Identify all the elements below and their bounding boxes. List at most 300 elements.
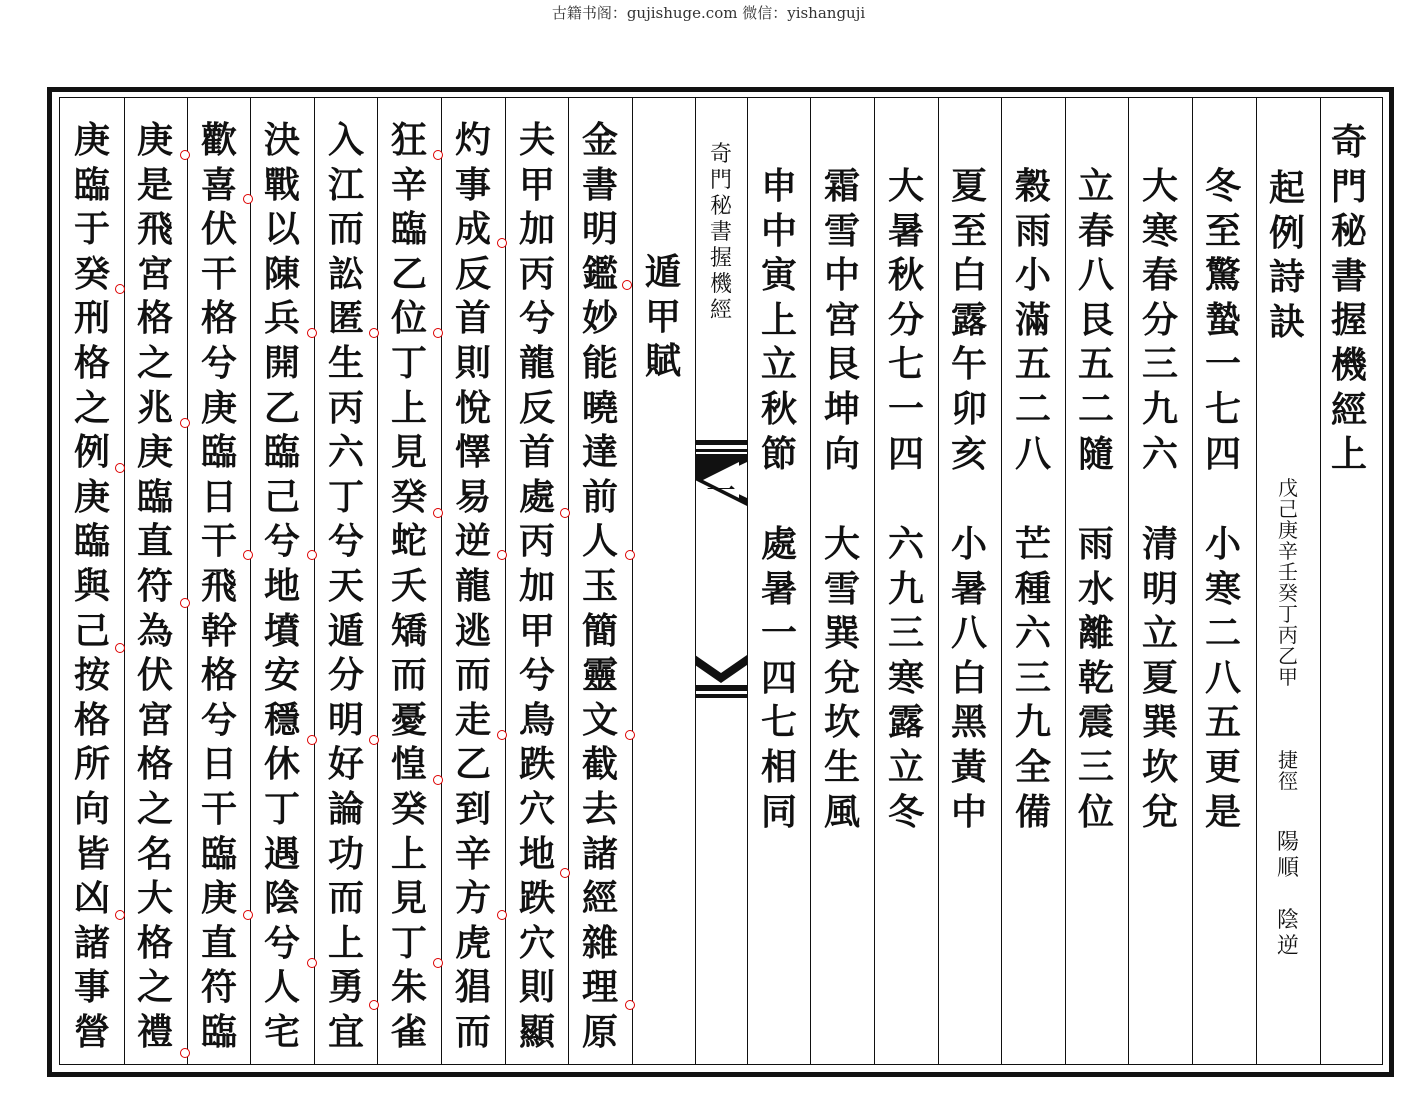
- fu-line-char: 而: [454, 1010, 491, 1053]
- column-rule: [1001, 98, 1002, 1064]
- poem-line-bottom-char: 巽: [823, 612, 860, 655]
- fu-line-char: 明: [581, 208, 618, 251]
- fu-line-char: 兮: [518, 654, 555, 697]
- punctuation-circle: [369, 735, 379, 745]
- poem-line-top-char: 卯: [950, 387, 987, 430]
- punctuation-circle: [369, 1000, 379, 1010]
- fu-line-char: 日: [200, 475, 237, 518]
- fu-line-char: 臨: [263, 431, 300, 474]
- fu-line-char: 江: [327, 163, 364, 206]
- fu-line-char: 兮: [518, 297, 555, 340]
- book-title-char: 奇: [1330, 121, 1367, 163]
- annotation-stems-char: 戊: [1278, 476, 1298, 500]
- fold-page-number: [699, 470, 743, 515]
- column-rule: [1256, 98, 1257, 1064]
- fu-line-char: 于: [73, 208, 110, 251]
- poem-line-bottom-char: 三: [1077, 745, 1114, 788]
- fu-line-char: 龍: [454, 564, 491, 607]
- fu-line-char: 而: [390, 654, 427, 697]
- poem-line-top-char: 八: [1014, 432, 1051, 475]
- fu-line-char: 到: [454, 787, 491, 830]
- fu-line-char: 見: [390, 431, 427, 474]
- fu-line-char: 歡: [200, 119, 237, 161]
- fu-line-char: 兵: [263, 297, 300, 340]
- fold-title-char: 機: [709, 272, 732, 297]
- poem-line-top-char: 寅: [760, 254, 797, 297]
- fu-line-char: 去: [581, 787, 618, 830]
- poem-line-bottom-char: 九: [887, 567, 924, 610]
- poem-line-bottom-char: 六: [1014, 612, 1051, 655]
- poem-line-bottom-char: 巽: [1141, 701, 1178, 744]
- poem-line-bottom: [1074, 522, 1118, 834]
- column-rule: [187, 98, 188, 1064]
- fu-line-char: 朱: [390, 966, 427, 1009]
- column-rule: [1192, 98, 1193, 1064]
- fu-line-char: 人: [263, 966, 300, 1009]
- punctuation-circle: [115, 463, 125, 473]
- fu-line-char: 灼: [454, 119, 491, 161]
- poem-line-top-char: 四: [887, 432, 924, 475]
- poem-line-top-char: 上: [760, 298, 797, 341]
- poem-line-bottom-char: 立: [1141, 612, 1178, 655]
- fu-line-char: 上: [390, 386, 427, 429]
- fu-line-char: 臨: [73, 520, 110, 563]
- poem-line-bottom-char: 小: [1204, 523, 1241, 565]
- poem-line-bottom-char: 寒: [887, 656, 924, 699]
- poem-line-bottom-char: 乾: [1077, 656, 1114, 699]
- column-rule: [568, 98, 569, 1064]
- fu-line-char: 遁: [327, 609, 364, 652]
- fu-line-char: 之: [136, 787, 173, 830]
- fu-line-char: 反: [454, 252, 491, 295]
- poem-heading-char: 例: [1268, 211, 1305, 254]
- fu-line-char: 按: [73, 654, 110, 697]
- fu-line-char: 戰: [263, 163, 300, 206]
- punctuation-circle: [497, 238, 507, 248]
- fu-line-char: 格: [73, 698, 110, 741]
- fu-line-char: 文: [581, 698, 618, 741]
- fu-line-char: 直: [136, 520, 173, 563]
- fu-line-char: 逃: [454, 609, 491, 652]
- fu-line-char: 庚: [73, 475, 110, 518]
- poem-line-top-char: 七: [887, 343, 924, 386]
- poem-line-top-char: 穀: [1014, 165, 1051, 207]
- poem-line-top-char: 中: [823, 254, 860, 297]
- punctuation-circle: [433, 328, 443, 338]
- poem-line-bottom-char: 處: [760, 523, 797, 565]
- annotation-yang-char: 順: [1276, 856, 1299, 881]
- fu-line-char: 乙: [454, 743, 491, 786]
- annotation-stems-char: 甲: [1278, 665, 1298, 689]
- fu-line-char: 跌: [518, 877, 555, 920]
- poem-line-top-char: 暑: [887, 209, 924, 252]
- fu-line-char: 大: [136, 877, 173, 920]
- fu-line-char: 庚: [136, 431, 173, 474]
- poem-line-bottom-char: 三: [887, 612, 924, 655]
- fu-line-char: 符: [136, 564, 173, 607]
- punctuation-circle: [115, 643, 125, 653]
- fu-line-char: 格: [136, 921, 173, 964]
- punctuation-circle: [243, 550, 253, 560]
- poem-line-top-char: 分: [1141, 298, 1178, 341]
- fu-line-char: 臨: [390, 208, 427, 251]
- fu-line-char: 首: [454, 297, 491, 340]
- poem-line-top-char: 立: [1077, 165, 1114, 207]
- fu-line-char: 人: [581, 520, 618, 563]
- fu-line-char: 墳: [263, 609, 300, 652]
- fu-line-char: 凶: [73, 877, 110, 920]
- fu-line-char: 妙: [581, 297, 618, 340]
- fu-line-char: 日: [200, 743, 237, 786]
- punctuation-circle: [625, 550, 635, 560]
- poem-line-top-char: 八: [1077, 254, 1114, 297]
- column-rule: [124, 98, 125, 1064]
- poem-line-top: [1074, 164, 1118, 476]
- poem-line-bottom-char: 夏: [1141, 656, 1178, 699]
- poem-line-bottom-char: 四: [760, 656, 797, 699]
- poem-line-top-char: 二: [1077, 387, 1114, 430]
- fu-line-char: 遇: [263, 832, 300, 875]
- fu-line: [451, 118, 495, 1054]
- punctuation-circle: [625, 1000, 635, 1010]
- punctuation-circle: [369, 328, 379, 338]
- fu-line-char: 庚: [136, 119, 173, 161]
- fold-title-char: 握: [709, 246, 732, 271]
- fu-line-char: 庚: [73, 119, 110, 161]
- poem-line-bottom-char: 雪: [823, 567, 860, 610]
- fu-line-char: 安: [263, 654, 300, 697]
- fu-line-char: 干: [200, 520, 237, 563]
- fu-line: [387, 118, 431, 1054]
- poem-line-top: [820, 164, 864, 476]
- annotation-rest-char: 捷: [1278, 748, 1298, 772]
- fu-line-char: 則: [454, 341, 491, 384]
- fu-line-char: 伏: [200, 208, 237, 251]
- poem-line-bottom-char: 震: [1077, 701, 1114, 744]
- fu-line-char: 丙: [327, 386, 364, 429]
- fu-line-char: 格: [200, 297, 237, 340]
- poem-line-top-char: 坤: [823, 387, 860, 430]
- fu-line-char: 六: [327, 431, 364, 474]
- fu-line-char: 反: [518, 386, 555, 429]
- fu-line-char: 皆: [73, 832, 110, 875]
- fu-line-char: 夫: [518, 119, 555, 161]
- fu-line-char: 猖: [454, 966, 491, 1009]
- fold-page-number-text: 一: [706, 474, 736, 509]
- poem-line-bottom-char: 坎: [1141, 745, 1178, 788]
- poem-heading-char: 訣: [1268, 300, 1305, 343]
- fu-line-char: 向: [73, 787, 110, 830]
- poem-line-bottom-char: 生: [823, 745, 860, 788]
- fu-line-char: 之: [73, 386, 110, 429]
- fu-line-char: 簡: [581, 609, 618, 652]
- fu-line-char: 之: [136, 966, 173, 1009]
- fu-line-char: 己: [263, 475, 300, 518]
- fu-line-char: 辛: [454, 832, 491, 875]
- fu-line-char: 憂: [390, 698, 427, 741]
- fu-line-char: 成: [454, 208, 491, 251]
- poem-line-top-char: 露: [950, 298, 987, 341]
- fu-line-char: 靈: [581, 654, 618, 697]
- fu-line-char: 雜: [581, 921, 618, 964]
- poem-line-bottom: [947, 522, 991, 834]
- fu-line-char: 乙: [390, 252, 427, 295]
- poem-line-bottom-char: 雨: [1077, 523, 1114, 565]
- poem-line-bottom: [820, 522, 864, 834]
- poem-line-top-char: 宮: [823, 298, 860, 341]
- poem-line-top-char: 秋: [887, 254, 924, 297]
- poem-line-top-char: 雪: [823, 209, 860, 252]
- fu-line-char: 癸: [73, 252, 110, 295]
- fu-line: [70, 118, 114, 1054]
- poem-line-bottom-char: 五: [1204, 701, 1241, 744]
- poem-line-bottom: [1201, 522, 1245, 834]
- fu-line-char: 而: [454, 654, 491, 697]
- book-title-char: 經: [1330, 388, 1367, 431]
- punctuation-circle: [243, 910, 253, 920]
- fu-line-char: 臨: [200, 431, 237, 474]
- fu-line-char: 飛: [136, 208, 173, 251]
- column-rule: [632, 98, 633, 1064]
- fu-line-char: 宮: [136, 252, 173, 295]
- punctuation-circle: [433, 508, 443, 518]
- punctuation-circle: [497, 910, 507, 920]
- fu-line-char: 而: [327, 877, 364, 920]
- fu-line-char: 飛: [200, 564, 237, 607]
- poem-line-bottom: [757, 522, 801, 834]
- poem-line-bottom-char: 離: [1077, 612, 1114, 655]
- poem-line-bottom-char: 一: [760, 612, 797, 655]
- poem-line-top-char: 一: [1204, 343, 1241, 386]
- poem-line-top-char: 大: [1141, 165, 1178, 207]
- fu-line-char: 丁: [390, 921, 427, 964]
- fu-line-char: 地: [518, 832, 555, 875]
- fu-line-char: 達: [581, 431, 618, 474]
- fu-line-char: 兮: [327, 520, 364, 563]
- fu-line-char: 則: [518, 966, 555, 1009]
- fu-line-char: 天: [327, 564, 364, 607]
- punctuation-circle: [180, 1048, 190, 1058]
- column-rule: [1320, 98, 1321, 1064]
- fu-line-char: 伏: [136, 654, 173, 697]
- poem-heading-char: 起: [1268, 167, 1305, 209]
- fu-line-char: 禮: [136, 1010, 173, 1053]
- poem-line-bottom-char: 白: [950, 656, 987, 699]
- poem-line-top-char: 五: [1014, 343, 1051, 386]
- poem-line-bottom: [884, 522, 928, 834]
- book-title-char: 機: [1330, 343, 1367, 386]
- fu-line-char: 癸: [390, 787, 427, 830]
- fu-line-char: 是: [136, 163, 173, 206]
- fu-line-char: 跌: [518, 743, 555, 786]
- fu-line-char: 見: [390, 877, 427, 920]
- fu-line-char: 臨: [200, 832, 237, 875]
- fu-line-char: 訟: [327, 252, 364, 295]
- punctuation-circle: [497, 730, 507, 740]
- fu-line-char: 乙: [263, 386, 300, 429]
- poem-line-bottom-char: 水: [1077, 567, 1114, 610]
- punctuation-circle: [243, 194, 253, 204]
- poem-line-bottom-char: 坎: [823, 701, 860, 744]
- fu-line-char: 格: [73, 341, 110, 384]
- annotation-yang: [1275, 830, 1301, 882]
- fu-line-char: 格: [200, 654, 237, 697]
- column-rule: [1065, 98, 1066, 1064]
- punctuation-circle: [115, 284, 125, 294]
- fu-line-char: 諸: [73, 921, 110, 964]
- fu-line-char: 諸: [581, 832, 618, 875]
- fu-line-char: 所: [73, 743, 110, 786]
- punctuation-circle: [497, 550, 507, 560]
- fu-line-char: 好: [327, 743, 364, 786]
- fu-line-char: 能: [581, 341, 618, 384]
- fu-line-char: 辛: [390, 163, 427, 206]
- poem-heading: [1265, 166, 1309, 344]
- fu-line-char: 悅: [454, 386, 491, 429]
- column-rule: [377, 98, 378, 1064]
- poem-line-top-char: 至: [950, 209, 987, 252]
- poem-line-top-char: 四: [1204, 432, 1241, 475]
- fu-line-char: 易: [454, 475, 491, 518]
- poem-line-bottom-char: 兌: [823, 656, 860, 699]
- fu-line-char: 休: [263, 743, 300, 786]
- punctuation-circle: [180, 418, 190, 428]
- punctuation-circle: [307, 958, 317, 968]
- poem-line-bottom-char: 三: [1014, 656, 1051, 699]
- fu-line-char: 兆: [136, 386, 173, 429]
- poem-line-bottom-char: 寒: [1204, 567, 1241, 610]
- poem-line-bottom-char: 小: [950, 523, 987, 565]
- fu-line-char: 鑑: [581, 252, 618, 295]
- poem-line-bottom-char: 位: [1077, 790, 1114, 833]
- fu-line-char: 書: [581, 163, 618, 206]
- fu-line-char: 玉: [581, 564, 618, 607]
- fu-line-char: 狂: [390, 119, 427, 161]
- fu-line-char: 格: [136, 743, 173, 786]
- poem-line-top-char: 隨: [1077, 432, 1114, 475]
- poem-line-bottom-char: 立: [887, 745, 924, 788]
- fu-line-char: 雀: [390, 1010, 427, 1053]
- fu-line-char: 事: [73, 966, 110, 1009]
- poem-line-top-char: 九: [1141, 387, 1178, 430]
- column-rule: [938, 98, 939, 1064]
- poem-line-top-char: 春: [1141, 254, 1178, 297]
- fold-title-char: 奇: [709, 142, 732, 167]
- poem-line-top: [947, 164, 991, 476]
- fu-line-char: 龍: [518, 341, 555, 384]
- fu-line-char: 事: [454, 163, 491, 206]
- fu-line-char: 格: [136, 297, 173, 340]
- fu-line: [515, 118, 559, 1054]
- book-title-char: 門: [1330, 165, 1367, 208]
- fu-line-char: 金: [581, 119, 618, 161]
- poem-line-bottom-char: 兌: [1141, 790, 1178, 833]
- fu-line: [197, 118, 241, 1054]
- fu-line-char: 截: [581, 743, 618, 786]
- fu-line-char: 走: [454, 698, 491, 741]
- fu-line-char: 虎: [454, 921, 491, 964]
- fu-line-char: 明: [327, 698, 364, 741]
- column-rule: [314, 98, 315, 1064]
- poem-line-top-char: 六: [1141, 432, 1178, 475]
- poem-line-top-char: 雨: [1014, 209, 1051, 252]
- fu-line-char: 而: [327, 208, 364, 251]
- poem-line-bottom-char: 中: [950, 790, 987, 833]
- book-title-char: 秘: [1330, 210, 1367, 253]
- annotation-yin: [1275, 908, 1301, 960]
- poem-line-top: [884, 164, 928, 476]
- punctuation-circle: [560, 868, 570, 878]
- poem-line-top-char: 霜: [823, 165, 860, 207]
- fu-line-char: 臨: [200, 1010, 237, 1053]
- fu-line: [260, 118, 304, 1054]
- fu-line-char: 庚: [200, 386, 237, 429]
- poem-line-top-char: 冬: [1204, 165, 1241, 207]
- poem-line-top-char: 二: [1014, 387, 1051, 430]
- fu-line-char: 甲: [518, 163, 555, 206]
- annotation-stems-char: 壬: [1278, 560, 1298, 584]
- fu-line-char: 與: [73, 564, 110, 607]
- annotation-stems-char: 丁: [1278, 602, 1298, 626]
- poem-line-top-char: 驚: [1204, 254, 1241, 297]
- fu-line-char: 經: [581, 877, 618, 920]
- fu-heading-char: 賦: [644, 340, 681, 383]
- fu-line-char: 干: [200, 252, 237, 295]
- fold-title-char: 經: [709, 298, 732, 323]
- annotation-yin-char: 逆: [1276, 934, 1299, 959]
- fu-line-char: 勇: [327, 966, 364, 1009]
- fu-line-char: 穴: [518, 921, 555, 964]
- fu-line-char: 顯: [518, 1010, 555, 1053]
- fu-line-char: 前: [581, 475, 618, 518]
- poem-line-top: [1138, 164, 1182, 476]
- fu-line-char: 矯: [390, 609, 427, 652]
- fu-line-char: 例: [73, 431, 110, 474]
- fu-line-char: 為: [136, 609, 173, 652]
- fu-line-char: 曉: [581, 386, 618, 429]
- poem-line-top-char: 三: [1141, 343, 1178, 386]
- column-rule: [695, 98, 696, 1064]
- fu-line-char: 喜: [200, 163, 237, 206]
- poem-line-top-char: 五: [1077, 343, 1114, 386]
- fu-line-char: 首: [518, 431, 555, 474]
- poem-heading-char: 詩: [1268, 256, 1305, 299]
- poem-line-bottom-char: 明: [1141, 567, 1178, 610]
- fu-line-char: 逆: [454, 520, 491, 563]
- poem-line-top-char: 大: [887, 165, 924, 207]
- annotation-rest-char: 徑: [1278, 769, 1298, 793]
- book-title-char: 握: [1330, 299, 1367, 342]
- annotation-yang-char: 陽: [1276, 830, 1299, 855]
- poem-line-top-char: 分: [887, 298, 924, 341]
- fu-line-char: 生: [327, 341, 364, 384]
- book-title-char: 書: [1330, 254, 1367, 297]
- fu-line-char: 方: [454, 877, 491, 920]
- poem-line-top: [1011, 164, 1055, 476]
- poem-line-top-char: 中: [760, 209, 797, 252]
- fu-line-char: 分: [327, 654, 364, 697]
- fu-line-char: 宅: [263, 1010, 300, 1053]
- fold-title-char: 門: [709, 168, 732, 193]
- column-rule: [874, 98, 875, 1064]
- book-title: [1327, 120, 1371, 477]
- fu-line: [324, 118, 368, 1054]
- book-title-char: 上: [1330, 433, 1367, 476]
- poem-line-top-char: 夏: [950, 165, 987, 207]
- fu-line-char: 惶: [390, 743, 427, 786]
- column-rule: [747, 98, 748, 1064]
- poem-line-top-char: 秋: [760, 387, 797, 430]
